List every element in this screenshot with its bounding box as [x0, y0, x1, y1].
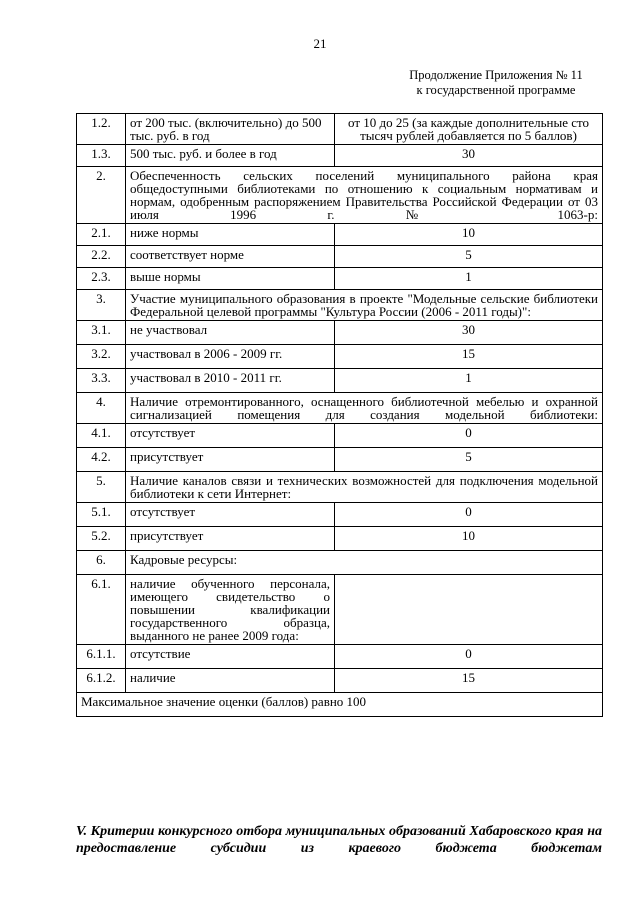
- row-score: 15: [335, 669, 603, 693]
- table-row: [77, 114, 603, 145]
- table-row: [77, 472, 603, 503]
- row-score: 10: [335, 527, 603, 551]
- row-number: 2.1.: [77, 224, 126, 246]
- row-description: присутствует: [126, 527, 335, 551]
- row-score: 0: [335, 645, 603, 669]
- table-row: [77, 145, 603, 167]
- row-heading: Наличие отремонтированного, оснащенного библиотечной мебелью и охранной сигнализацией помещения для создания модельной библиотеки:: [126, 393, 603, 424]
- row-number: 3.3.: [77, 369, 126, 393]
- row-description: присутствует: [126, 448, 335, 472]
- row-score: 1: [335, 268, 603, 290]
- table-row: [77, 693, 603, 717]
- row-number: 6.1.: [77, 575, 126, 645]
- row-number: 3.1.: [77, 321, 126, 345]
- row-number: 4.1.: [77, 424, 126, 448]
- table-row: [77, 448, 603, 472]
- table-row: [77, 503, 603, 527]
- row-number: 3.: [77, 290, 126, 321]
- table-row: [77, 167, 603, 224]
- table-row: [77, 321, 603, 345]
- row-number: 1.3.: [77, 145, 126, 167]
- table-row: [77, 345, 603, 369]
- row-description: от 200 тыс. (включительно) до 500 тыс. руб. в год: [126, 114, 335, 145]
- row-description: соответствует норме: [126, 246, 335, 268]
- page-number: 21: [313, 36, 327, 51]
- table-row: [77, 369, 603, 393]
- criteria-table: [76, 113, 603, 717]
- table-row: [77, 551, 603, 575]
- table-row: [77, 268, 603, 290]
- table-row: [77, 246, 603, 268]
- row-description: участвовал в 2006 - 2009 гг.: [126, 345, 335, 369]
- row-number: 4.2.: [77, 448, 126, 472]
- row-score: 15: [335, 345, 603, 369]
- appendix-note-line1: Продолжение Приложения № 11: [409, 68, 583, 82]
- row-description: не участвовал: [126, 321, 335, 345]
- appendix-note: [380, 68, 612, 98]
- row-score: 0: [335, 424, 603, 448]
- row-number: 6.1.2.: [77, 669, 126, 693]
- table-row: [77, 290, 603, 321]
- row-number: 2.: [77, 167, 126, 224]
- row-score: 1: [335, 369, 603, 393]
- table-row: [77, 424, 603, 448]
- row-number: 6.: [77, 551, 126, 575]
- row-score: 30: [335, 145, 603, 167]
- row-heading: Участие муниципального образования в проекте "Модельные сельские библиотеки Федеральной целевой программы "Культура России (2006 - 2011 годы)":: [126, 290, 603, 321]
- row-score: 30: [335, 321, 603, 345]
- row-description: отсутствует: [126, 424, 335, 448]
- row-number: 6.1.1.: [77, 645, 126, 669]
- table-row: [77, 393, 603, 424]
- section-heading: V. Критерии конкурсного отбора муниципальных образований Хабаровского края на предоставление субсидии из краевого бюджета бюджетам: [76, 824, 602, 856]
- row-description: выше нормы: [126, 268, 335, 290]
- row-description: ниже нормы: [126, 224, 335, 246]
- row-number: 3.2.: [77, 345, 126, 369]
- row-score: 0: [335, 503, 603, 527]
- row-description: отсутствие: [126, 645, 335, 669]
- row-number: 5.2.: [77, 527, 126, 551]
- row-score: 5: [335, 448, 603, 472]
- table-row: [77, 669, 603, 693]
- row-heading: Наличие каналов связи и технических возможностей для подключения модельной библиотеки к сети Интернет:: [126, 472, 603, 503]
- row-number: 5.1.: [77, 503, 126, 527]
- row-number: 1.2.: [77, 114, 126, 145]
- row-description: наличие обученного персонала, имеющего свидетельство о повышении квалификации государственного образца, выданного не ранее 2009 года:: [126, 575, 335, 645]
- row-description: 500 тыс. руб. и более в год: [126, 145, 335, 167]
- max-score-text: Максимальное значение оценки (баллов) равно 100: [77, 693, 603, 717]
- row-heading: Обеспеченность сельских поселений муниципального района края общедоступными библиотеками по отношению к социальным нормативам и нормам, одобренным распоряжением Правительства Российской Федерации от 03 июля 1996 г. № 1063-р:: [126, 167, 603, 224]
- row-description: отсутствует: [126, 503, 335, 527]
- table-row: [77, 224, 603, 246]
- row-number: 2.2.: [77, 246, 126, 268]
- row-score: 10: [335, 224, 603, 246]
- table-row: [77, 575, 603, 645]
- table-row: [77, 645, 603, 669]
- row-number: 4.: [77, 393, 126, 424]
- row-description: участвовал в 2010 - 2011 гг.: [126, 369, 335, 393]
- row-heading: Кадровые ресурсы:: [126, 551, 603, 575]
- row-score: [335, 575, 603, 645]
- appendix-note-line2: к государственной программе: [416, 83, 576, 97]
- row-number: 5.: [77, 472, 126, 503]
- table-row: [77, 527, 603, 551]
- row-score: от 10 до 25 (за каждые дополнительные сто тысяч рублей добавляется по 5 баллов): [335, 114, 603, 145]
- row-score: 5: [335, 246, 603, 268]
- row-number: 2.3.: [77, 268, 126, 290]
- row-description: наличие: [126, 669, 335, 693]
